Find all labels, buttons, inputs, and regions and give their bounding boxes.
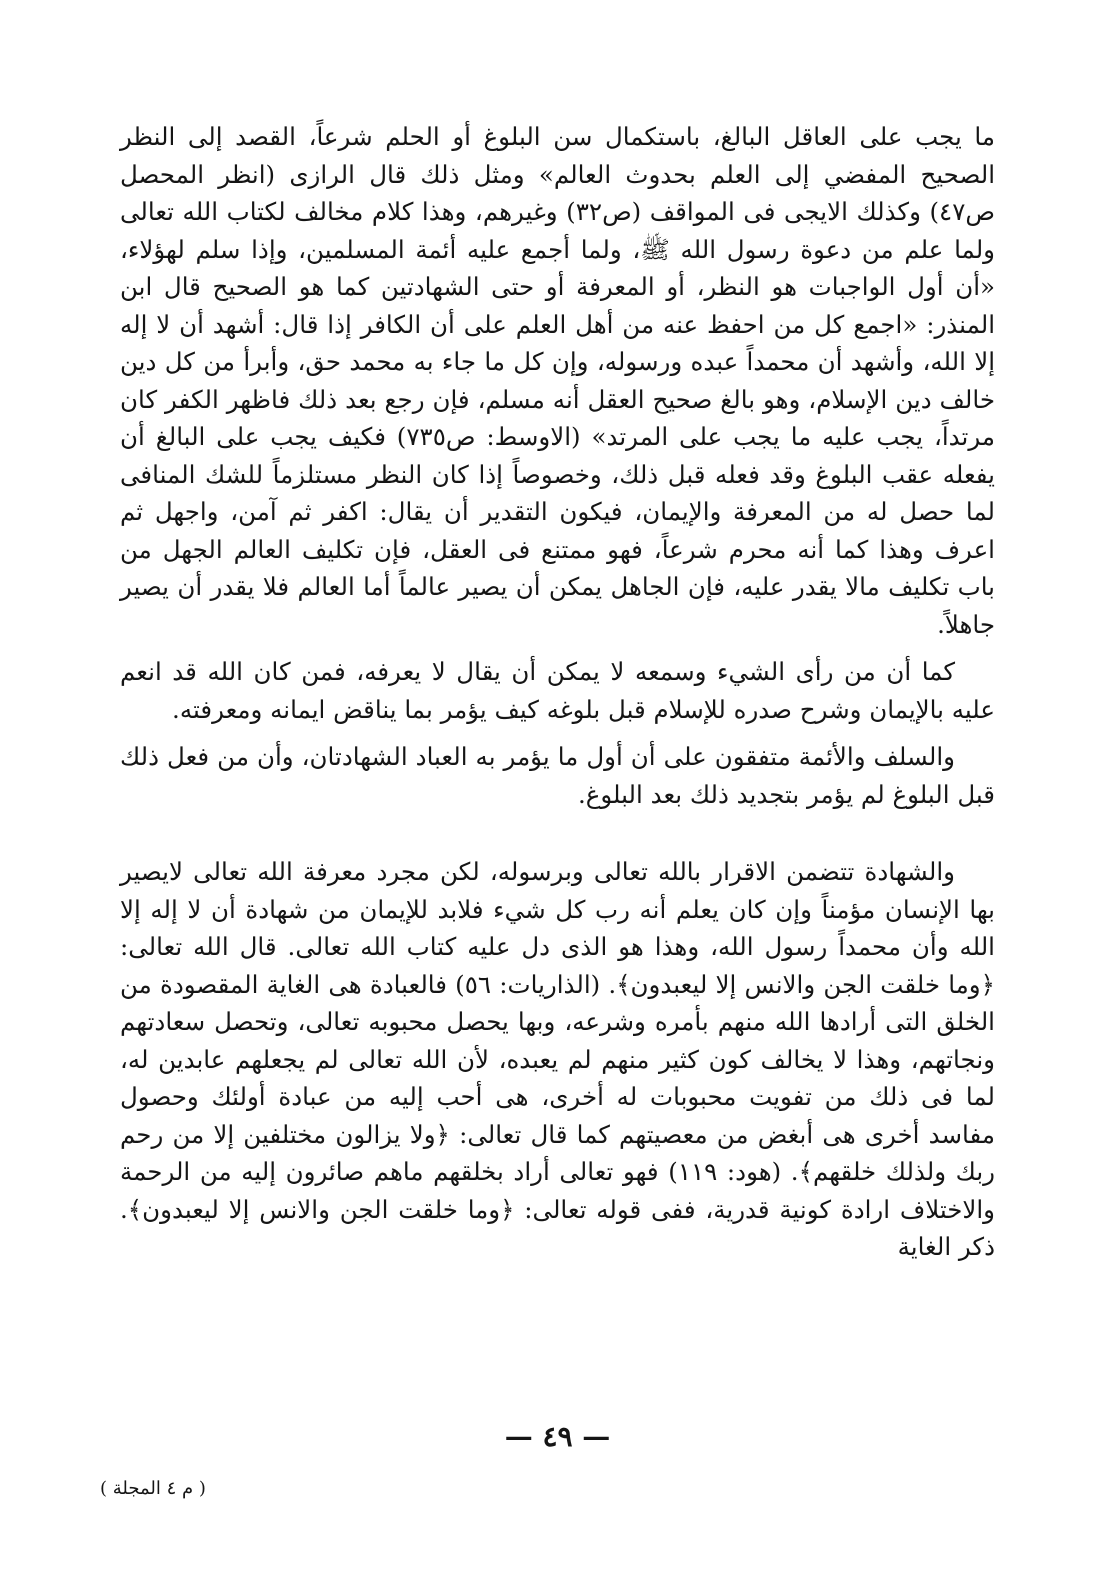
footer-note: ( م ٤ المجلة ) [100,1478,206,1499]
body-text [120,118,995,1276]
paragraph: كما أن من رأى الشيء وسمعه لا يمكن أن يقال لا يعرفه، فمن كان الله قد انعم عليه بالإيمان وشرح صدره للإسلام قبل بلوغه كيف يؤمر بما يناقض ايمانه ومعرفته. [120,657,995,724]
paragraph: والشهادة تتضمن الاقرار بالله تعالى وبرسوله، لكن مجرد معرفة الله تعالى لايصير بها الإنسان مؤمناً وإن كان يعلم أنه رب كل شيء فلابد للإيمان من شهادة أن لا إله إلا الله وأن محمداً رسول الله، وهذا هو الذى دل عليه كتاب الله تعالى. قال الله تعالى: ﴿وما خلقت الجن والانس إلا ليعبدون﴾. (الذاريات: ٥٦) فالعبادة هى الغاية المقصودة من الخلق التى أرادها الله منهم بأمره وشرعه، وبها يحصل محبوبه تعالى، وتحصل سعادتهم ونجاتهم، وهذا لا يخالف كون كثير منهم لم يعبده، لأن الله تعالى لم يجعلهم عابدين له، لما فى ذلك من تفويت محبوبات له أخرى، هى أحب إليه من عبادة أولئك وحصول مفاسد أخرى هى أبغض من معصيتهم كما قال تعالى: ﴿ولا يزالون مختلفين إلا من رحم ربك ولذلك خلقهم﴾. (هود: ١١٩) فهو تعالى أراد بخلقهم ماهم صائرون إليه من الرحمة والاختلاف ارادة كونية قدرية، ففى قوله تعالى: ﴿وما خلقت الجن والانس إلا ليعبدون﴾. ذكر الغاية [120,857,995,1261]
page-number: — ٤٩ — [504,1420,611,1453]
paragraph: والسلف والأئمة متفقون على أن أول ما يؤمر به العباد الشهادتان، وأن من فعل ذلك قبل البلوغ لم يؤمر بتجديد ذلك بعد البلوغ. [120,742,995,809]
paragraph: ما يجب على العاقل البالغ، باستكمال سن البلوغ أو الحلم شرعاً، القصد إلى النظر الصحيح المفضي إلى العلم بحدوث العالم» ومثل ذلك قال الرازى (انظر المحصل ص٤٧) وكذلك الايجى فى المواقف (ص٣٢) وغيرهم، وهذا كلام مخالف لكتاب الله تعالى ولما علم من دعوة رسول الله ﷺ، ولما أجمع عليه أئمة المسلمين، وإذا سلم لهؤلاء، «أن أول الواجبات هو النظر، أو المعرفة أو حتى الشهادتين كما هو الصحيح قال ابن المنذر: «اجمع كل من احفظ عنه من أهل العلم على أن الكافر إذا قال: أشهد أن لا إله إلا الله، وأشهد أن محمداً عبده ورسوله، وإن كل ما جاء به محمد حق، وأبرأ من كل دين خالف دين الإسلام، وهو بالغ صحيح العقل أنه مسلم، فإن رجع بعد ذلك فاظهر الكفر كان مرتداً، يجب عليه ما يجب على المرتد» (الاوسط: ص٧٣٥) فكيف يجب على البالغ أن يفعله عقب البلوغ وقد فعله قبل ذلك، وخصوصاً إذا كان النظر مستلزماً للشك المنافى لما حصل له من المعرفة والإيمان، فيكون التقدير أن يقال: اكفر ثم آمن، واجهل ثم اعرف وهذا كما أنه محرم شرعاً، فهو ممتنع فى العقل، فإن تكليف العالم الجهل من باب تكليف مالا يقدر عليه، فإن الجاهل يمكن أن يصير عالماً أما العالم فلا يقدر أن يصير جاهلاً. [120,122,995,639]
